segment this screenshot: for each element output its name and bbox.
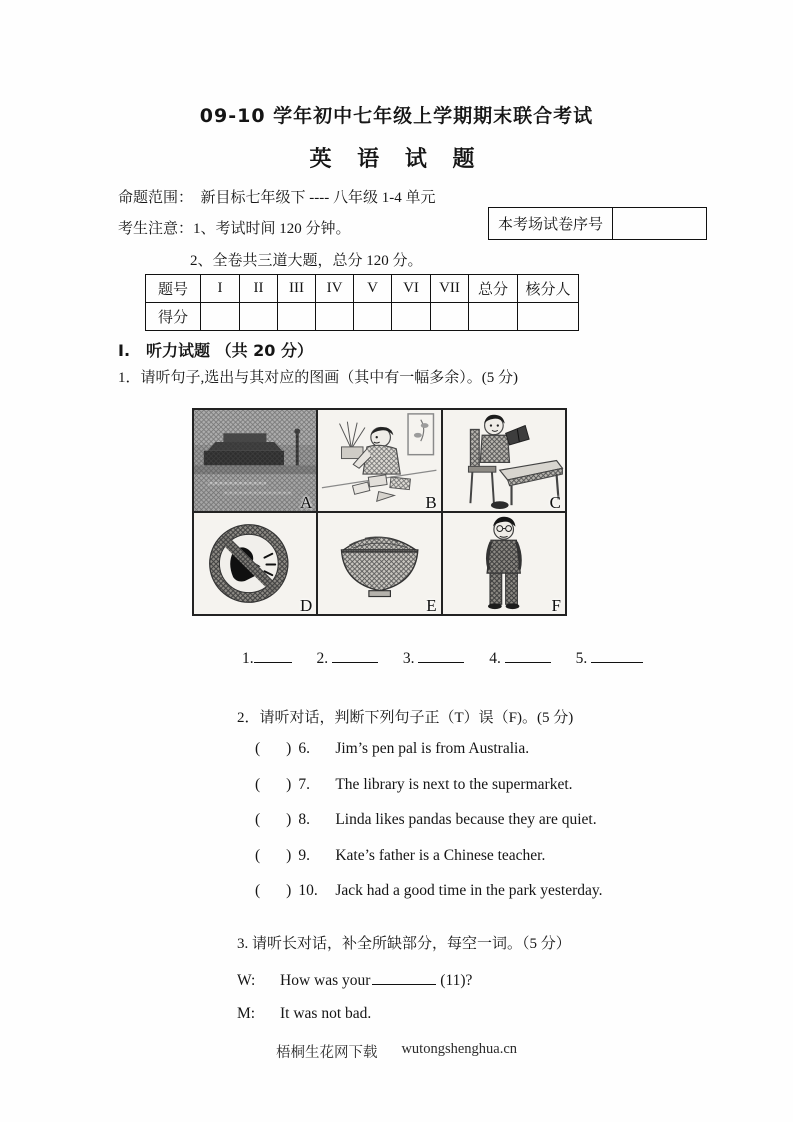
tf-item-number: 8. [298, 811, 310, 828]
picture-options-grid [192, 408, 567, 616]
dialog-text: It was not bad. [280, 1005, 372, 1022]
dialog-speaker: W: [237, 972, 256, 989]
score-table-header-cell: 题号 [146, 275, 201, 303]
score-table [145, 274, 579, 331]
score-table-header-cell: VII [431, 275, 469, 303]
footer [0, 1041, 793, 1062]
score-table-header-cell: II [240, 275, 278, 303]
score-empty-cell [392, 303, 431, 331]
serial-number-box [488, 207, 707, 240]
exam-notice-line1: 考生注意：1、考试时间 120 分钟。 [118, 221, 351, 237]
exam-title: 09-10 学年初中七年级上学期期末联合考试 [199, 105, 594, 127]
score-empty-cell [431, 303, 469, 331]
tf-bracket-open: ( [255, 740, 261, 757]
no-talking-sign-illustration [194, 513, 316, 614]
footer-site-name: 梧桐生花网下载 [275, 1045, 378, 1061]
score-empty-cell [354, 303, 392, 331]
answer-blank-number: 3. [402, 650, 415, 667]
score-empty-cell [518, 303, 579, 331]
answer-blank-5 [576, 650, 644, 667]
tf-bracket-open: ( [255, 811, 261, 828]
tf-item-number: 6. [298, 740, 310, 757]
answer-blank-number: 5. [575, 650, 588, 667]
section1-heading: I. 听力试题 （共 20 分） [118, 341, 314, 360]
picture-label-c: C [549, 493, 561, 512]
bowl-of-noodles-illustration [318, 513, 440, 614]
question2-prompt: 2．请听对话，判断下列句子正（T）误（F)。(5 分) [237, 710, 574, 726]
tf-item-10 [255, 882, 602, 900]
picture-label-f: F [551, 596, 561, 615]
question1-answer-blanks [242, 648, 664, 668]
score-table-header-cell: VI [392, 275, 431, 303]
picture-label-e: E [426, 596, 437, 615]
exam-scope-line: 命题范围： 新目标七年级下 ---- 八年级 1-4 单元 [118, 190, 436, 206]
tf-item-text: Jim’s pen pal is from Australia. [335, 740, 530, 757]
picture-option-d [193, 512, 317, 615]
tf-bracket-close: ) [286, 847, 292, 864]
tf-item-number: 10. [298, 882, 318, 899]
picture-label-a: A [300, 493, 313, 512]
score-table-header-row [146, 275, 579, 303]
exam-subject-title: 英 语 试 题 [309, 147, 484, 172]
picture-option-f [442, 512, 566, 615]
tf-bracket-open: ( [255, 776, 261, 793]
score-empty-cell [469, 303, 518, 331]
score-empty-cell [201, 303, 240, 331]
picture-label-d: D [300, 596, 313, 615]
tf-bracket-close: ) [286, 776, 292, 793]
answer-blank-line [418, 648, 464, 663]
tiananmen-building-photo-illustration [194, 410, 316, 511]
score-empty-cell [278, 303, 316, 331]
tf-item-text: Kate’s father is a Chinese teacher. [335, 847, 546, 864]
tf-bracket-close: ) [286, 740, 292, 757]
boy-reading-at-desk-illustration [443, 410, 565, 511]
tf-item-7 [255, 776, 573, 794]
picture-option-e [317, 512, 441, 615]
dialog-line-w [237, 970, 472, 990]
score-table-container [145, 274, 579, 331]
answer-blank-1 [242, 650, 292, 667]
tf-bracket-open: ( [255, 882, 261, 899]
answer-blank-line [332, 648, 378, 663]
tf-item-text: The library is next to the supermarket. [335, 776, 573, 793]
picture-option-a [193, 409, 317, 512]
score-table-header-cell: IV [316, 275, 354, 303]
score-table-header-cell: 核分人 [518, 275, 579, 303]
score-empty-cell [240, 303, 278, 331]
question3-prompt: 3. 请听长对话，补全所缺部分，每空一词。（5 分） [237, 936, 571, 952]
answer-blank-line [254, 648, 292, 663]
answer-blank-line [505, 648, 551, 663]
tf-item-number: 9. [298, 847, 310, 864]
serial-number-blank-cell [613, 208, 706, 239]
answer-blank-number: 1. [242, 650, 254, 667]
answer-blank-2 [317, 650, 379, 667]
question1-prompt: 1．请听句子,选出与其对应的图画（其中有一幅多余）。(5 分) [118, 370, 518, 386]
tf-item-9 [255, 847, 545, 865]
dialog-text-after: (11)? [440, 972, 473, 989]
child-making-paper-crafts-illustration [318, 410, 440, 511]
dialog-line-m [237, 1005, 371, 1023]
score-empty-cell [316, 303, 354, 331]
dialog-speaker: M: [237, 1005, 256, 1022]
tf-item-6 [255, 740, 529, 758]
picture-label-b: B [425, 493, 437, 512]
exam-notice-line2: 2、全卷共三道大题，总分 120 分。 [190, 253, 423, 269]
serial-number-label: 本考场试卷序号 [489, 208, 613, 239]
standing-man-illustration [443, 513, 565, 614]
score-table-header-cell: 总分 [469, 275, 518, 303]
score-table-score-row [146, 303, 579, 331]
score-row-label: 得分 [146, 303, 201, 331]
answer-blank-number: 4. [489, 650, 501, 667]
tf-item-text: Linda likes pandas because they are quiet. [335, 811, 597, 828]
tf-item-8 [255, 811, 597, 829]
tf-item-number: 7. [298, 776, 310, 793]
footer-site-url: wutongshenghua.cn [401, 1041, 518, 1057]
score-table-header-cell: V [354, 275, 392, 303]
tf-bracket-close: ) [286, 811, 292, 828]
answer-blank-4 [489, 650, 551, 667]
answer-blank-number: 2. [316, 650, 329, 667]
dialog-fill-blank [372, 970, 436, 985]
tf-bracket-close: ) [286, 882, 292, 899]
score-table-header-cell: III [278, 275, 316, 303]
answer-blank-line [591, 648, 643, 663]
picture-option-c [442, 409, 566, 512]
dialog-text-before: How was your [280, 972, 371, 989]
tf-item-text: Jack had a good time in the park yesterday. [335, 882, 603, 899]
tf-bracket-open: ( [255, 847, 261, 864]
answer-blank-3 [403, 650, 465, 667]
picture-option-b [317, 409, 441, 512]
score-table-header-cell: I [201, 275, 240, 303]
